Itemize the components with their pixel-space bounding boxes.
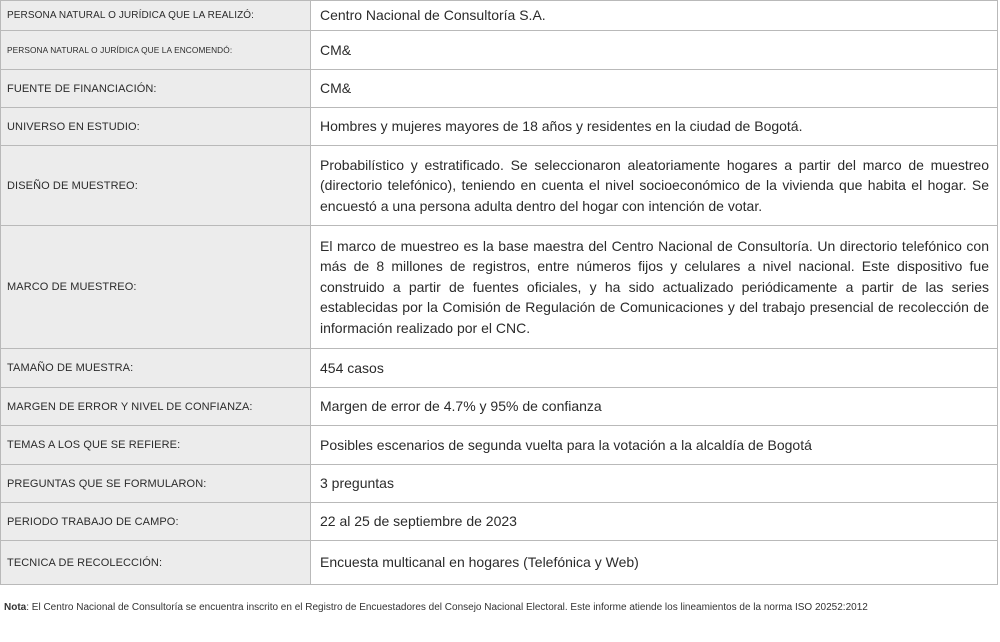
- row-value-margen: Margen de error de 4.7% y 95% de confianza: [311, 388, 998, 426]
- table-row: [1, 541, 998, 585]
- row-label-temas: TEMAS A LOS QUE SE REFIERE:: [1, 426, 311, 465]
- footnote: [4, 601, 994, 615]
- table-row: [1, 146, 998, 226]
- row-label-diseno: DISEÑO DE MUESTREO:: [1, 146, 311, 226]
- row-value-universo: Hombres y mujeres mayores de 18 años y residentes en la ciudad de Bogotá.: [311, 108, 998, 146]
- row-value-tecnica: Encuesta multicanal en hogares (Telefónica y Web): [311, 541, 998, 585]
- table-row: [1, 465, 998, 503]
- row-value-tamano: 454 casos: [311, 349, 998, 388]
- row-label-margen: MARGEN DE ERROR Y NIVEL DE CONFIANZA:: [1, 388, 311, 426]
- table-row: [1, 349, 998, 388]
- table-row: [1, 503, 998, 541]
- row-label-universo: UNIVERSO EN ESTUDIO:: [1, 108, 311, 146]
- table-row: [1, 31, 998, 70]
- row-label-encomendo: PERSONA NATURAL O JURÍDICA QUE LA ENCOMENDÓ:: [1, 31, 311, 70]
- row-value-financiacion: CM&: [311, 70, 998, 108]
- row-label-realizo: PERSONA NATURAL O JURÍDICA QUE LA REALIZÓ:: [1, 1, 311, 31]
- table-row: [1, 426, 998, 465]
- row-label-marco: MARCO DE MUESTREO:: [1, 226, 311, 349]
- row-label-financiacion: FUENTE DE FINANCIACIÓN:: [1, 70, 311, 108]
- table-row: [1, 226, 998, 349]
- table-row: [1, 388, 998, 426]
- row-value-temas: Posibles escenarios de segunda vuelta para la votación a la alcaldía de Bogotá: [311, 426, 998, 465]
- table-row: [1, 108, 998, 146]
- footnote-prefix: Nota: [4, 602, 27, 613]
- row-label-tamano: TAMAÑO DE MUESTRA:: [1, 349, 311, 388]
- footnote-text: : El Centro Nacional de Consultoría se encuentra inscrito en el Registro de Encuestadores del Consejo Nacional Electoral. Este informe atiende los lineamientos de la norma ISO 20252:2012: [26, 602, 868, 613]
- row-label-tecnica: TECNICA DE RECOLECCIÓN:: [1, 541, 311, 585]
- row-value-periodo: 22 al 25 de septiembre de 2023: [311, 503, 998, 541]
- row-value-encomendo: CM&: [311, 31, 998, 70]
- row-label-periodo: PERIODO TRABAJO DE CAMPO:: [1, 503, 311, 541]
- row-value-diseno: Probabilístico y estratificado. Se seleccionaron aleatoriamente hogares a partir del marco de muestreo (directorio telefónico), teniendo en cuenta el nivel socioeconómico de la vivienda que habita el hogar. Se encuestó a una persona adulta dentro del hogar con intención de votar.: [311, 146, 998, 226]
- row-value-preguntas: 3 preguntas: [311, 465, 998, 503]
- row-label-preguntas: PREGUNTAS QUE SE FORMULARON:: [1, 465, 311, 503]
- row-value-realizo: Centro Nacional de Consultoría S.A.: [311, 1, 998, 31]
- row-value-marco: El marco de muestreo es la base maestra del Centro Nacional de Consultoría. Un directorio telefónico con más de 8 millones de registros, entre números fijos y celulares a nivel nacional. Este dispositivo fue construido a partir de fuentes oficiales, y ha sido actualizado periódicamente a partir de las series establecidas por la Comisión de Regulación de Comunicaciones y del trabajo presencial de recolección de información realizado por el CNC.: [311, 226, 998, 349]
- table-row: [1, 1, 998, 31]
- table-row: [1, 70, 998, 108]
